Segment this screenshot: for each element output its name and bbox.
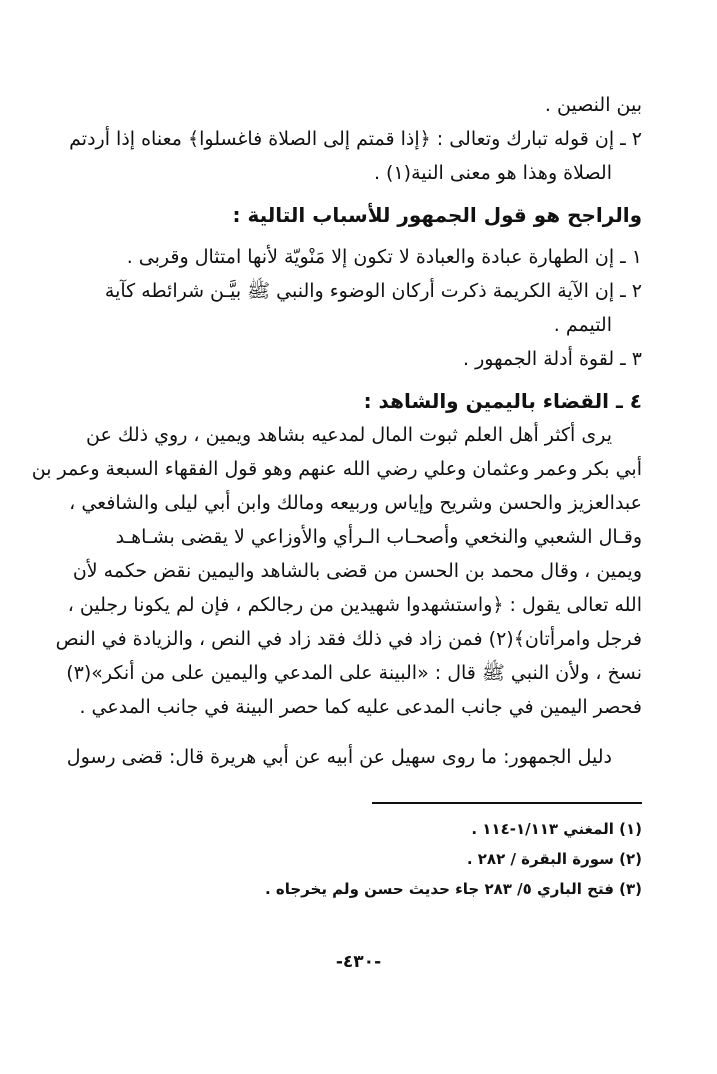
- page-body: [31, 88, 642, 904]
- text-line: ويمين ، وقال محمد بن الحسن من قضى بالشاهد واليمين نقض حكمه لأن: [72, 560, 642, 582]
- page-number: -٤٣٠-: [335, 952, 382, 972]
- text-line: دليل الجمهور: ما روى سهيل عن أبيه عن أبي هريرة قال: قضى رسول: [66, 746, 612, 768]
- footnote: (١) المغني ١/١١٣-١١٤ .: [471, 820, 642, 838]
- text-line: عبدالعزيز والحسن وشريح وإياس وربيعه ومالك وابن أبي ليلى والشافعي ،: [69, 492, 642, 514]
- text-line: ٢ ـ إن قوله تبارك وتعالى : ﴿إذا قمتم إلى الصلاة فاغسلوا﴾ معناه إذا أردتم: [69, 128, 642, 150]
- footnote: (٢) سورة البقرة / ٢٨٢ .: [466, 850, 642, 868]
- text-line: ١ ـ إن الطهارة عبادة والعبادة لا تكون إلا مَنْويّة لأنها امتثال وقربى .: [126, 246, 642, 268]
- text-line: الله تعالى يقول : ﴿واستشهدوا شهيدين من رجالكم ، فإن لم يكونا رجلين ،: [67, 594, 642, 616]
- footnote-divider: [372, 802, 642, 804]
- text-line: فرجل وامرأتان﴾(٢) فمن زاد في ذلك فقد زاد في النص ، والزيادة في النص: [55, 628, 642, 650]
- section-heading: والراجح هو قول الجمهور للأسباب التالية :: [232, 203, 642, 227]
- text-line: ٣ ـ لقوة أدلة الجمهور .: [463, 348, 642, 370]
- text-line: التيمم .: [553, 314, 612, 336]
- text-line: بين النصين .: [544, 94, 642, 116]
- section-heading: ٤ ـ القضاء باليمين والشاهد :: [363, 389, 642, 413]
- text-line: أبي بكر وعمر وعثمان وعلي رضي الله عنهم وهو قول الفقهاء السبعة وعمر بن: [31, 458, 642, 480]
- text-line: وقـال الشعبي والنخعي وأصحـاب الـرأي والأوزاعي لا يقضى بشـاهـد: [115, 526, 642, 548]
- text-line: فحصر اليمين في جانب المدعى عليه كما حصر البينة في جانب المدعي .: [79, 696, 642, 718]
- text-line: نسخ ، ولأن النبي ﷺ قال : «البينة على المدعي واليمين على من أنكر»(٣): [66, 662, 642, 684]
- text-line: ٢ ـ إن الآية الكريمة ذكرت أركان الوضوء والنبي ﷺ بيَّـن شرائطه كآية: [104, 280, 642, 302]
- text-line: يرى أكثر أهل العلم ثبوت المال لمدعيه بشاهد ويمين ، روي ذلك عن: [86, 424, 612, 446]
- text-line: الصلاة وهذا هو معنى النية(١) .: [373, 162, 612, 184]
- footnote: (٣) فتح الباري ٥/ ٢٨٣ جاء حديث حسن ولم يخرجاه .: [264, 880, 642, 898]
